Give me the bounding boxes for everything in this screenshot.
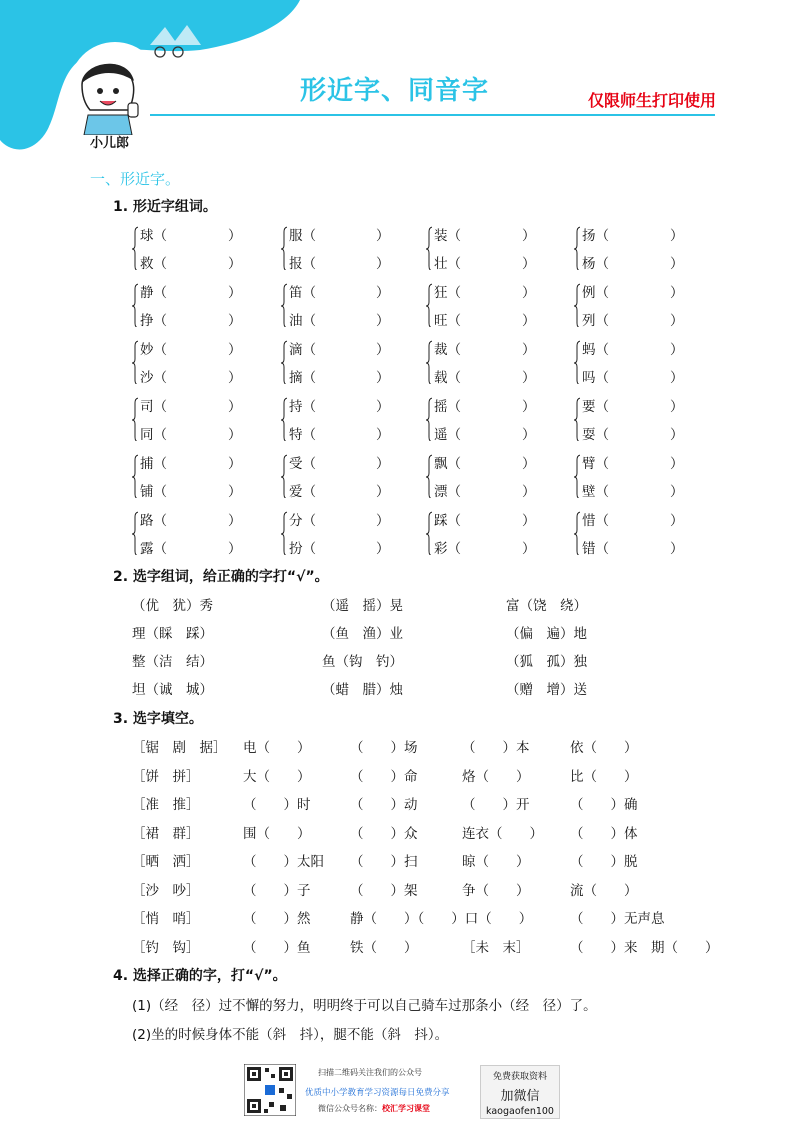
question-4-label: 4. 选择正确的字，打“√”。 [113, 968, 287, 984]
print-restriction: 仅限师生打印使用 [588, 91, 717, 110]
q1-char: 裁（ [434, 342, 461, 358]
q1-char: 漂（ [434, 484, 461, 500]
q3-item: （ ）动 [350, 797, 418, 813]
q1-blank-close: ） [228, 513, 242, 529]
q1-blank-close: ） [376, 342, 390, 358]
page-title: 形近字、同音字 [300, 76, 490, 106]
q1-blank-close: ） [522, 228, 536, 244]
q3-item: （ ）架 [350, 882, 418, 899]
q3-item: （ ）来 期（ ） [570, 939, 719, 956]
q3-choice: ［锯 剧 据］ [132, 740, 227, 756]
q3-item: （ ）然 [243, 911, 311, 927]
q3-item: 静（ ）（ ）口（ ） [350, 911, 533, 927]
q1-blank-close: ） [376, 399, 390, 415]
q1-char: 耍（ [582, 427, 609, 443]
q1-char: 摘（ [289, 370, 316, 386]
q1-char: 妙（ [140, 342, 167, 358]
badge-line1: 免费获取资料 [492, 1072, 547, 1082]
q1-blank-close: ） [228, 256, 242, 272]
q1-char: 挣（ [140, 313, 167, 329]
q3-item: 流（ ） [570, 882, 638, 899]
q1-char: 静（ [140, 285, 167, 301]
q4-line: (2)坐的时候身体不能（斜 抖），腿不能（斜 抖）。 [132, 1027, 449, 1043]
q1-blank-close: ） [376, 456, 390, 472]
q1-blank-close: ） [522, 399, 536, 415]
q1-blank-close: ） [228, 427, 242, 443]
footer-account-name: 校汇学习课堂 [382, 1104, 430, 1113]
q1-char: 壮（ [434, 256, 461, 272]
q1-blank-close: ） [522, 342, 536, 358]
q3-choice: ［裙 群］ [132, 825, 200, 842]
q3-item: （ ）本 [462, 740, 530, 756]
q2-item: 鱼（钩 钓） [322, 654, 403, 670]
q2-item: （狐 孤）独 [506, 654, 587, 670]
wechat-badge [480, 1065, 560, 1119]
q1-char: 沙（ [140, 370, 167, 386]
q3-item: （ ）场 [350, 740, 418, 756]
q3-choice: ［悄 哨］ [132, 911, 200, 927]
q1-blank-close: ） [522, 513, 536, 529]
question-1-label: 1. 形近字组词。 [113, 199, 217, 215]
q1-blank-close: ） [376, 313, 390, 329]
q1-blank-close: ） [228, 541, 242, 557]
q3-item: 铁（ ） [350, 939, 418, 956]
q3-item: （ ）鱼 [243, 939, 311, 956]
q1-blank-close: ） [376, 484, 390, 500]
q2-item: 理（睬 踩） [132, 626, 213, 642]
q1-blank-close: ） [670, 370, 684, 386]
q3-choice: ［准 推］ [132, 797, 200, 813]
q1-blank-close: ） [228, 456, 242, 472]
q1-char: 扮（ [289, 541, 316, 557]
q2-item: （偏 遍）地 [506, 626, 587, 642]
footer-account [318, 1103, 430, 1114]
q1-blank-close: ） [376, 285, 390, 301]
q1-blank-close: ） [522, 370, 536, 386]
footer-share-text: 优质中小学教育学习资源每日免费分享 [305, 1088, 450, 1098]
q1-char: 踩（ [434, 513, 461, 529]
footer-account-label: 微信公众号名称： [318, 1104, 382, 1113]
q1-char: 笛（ [289, 285, 316, 301]
footer-scan-text: 扫描二维码关注我们的公众号 [318, 1068, 422, 1077]
q3-choice: ［晒 洒］ [132, 854, 200, 870]
q2-item: （遥 摇）晃 [322, 598, 403, 614]
question-3-label: 3. 选字填空。 [113, 711, 203, 727]
q3-item: 围（ ） [243, 825, 311, 842]
badge-line2: 加微信 [500, 1089, 540, 1104]
q1-char: 杨（ [582, 256, 609, 272]
q1-char: 司（ [140, 399, 167, 415]
q1-char: 遥（ [434, 427, 461, 443]
q3-item: （ ）子 [243, 882, 311, 899]
q1-blank-close: ） [670, 541, 684, 557]
q3-item: （ ）开 [462, 797, 530, 813]
q3-item: 大（ ） [243, 768, 311, 785]
qr-code-icon [244, 1064, 296, 1116]
q3-item: （ ）众 [350, 825, 418, 842]
q3-item: （ ）太阳 [243, 854, 324, 870]
q3-item: 晾（ ） [462, 854, 530, 870]
q1-char: 蚂（ [582, 342, 609, 358]
q3-choice: ［饼 拼］ [132, 768, 200, 785]
q1-blank-close: ） [670, 484, 684, 500]
q3-choice: ［沙 吵］ [132, 882, 200, 899]
q4-line: (1)（经 径）过不懈的努力，明明终于可以自己骑车过那条小（经 径）了。 [132, 998, 597, 1014]
q1-blank-close: ） [376, 370, 390, 386]
q1-char: 错（ [582, 541, 609, 557]
q1-char: 滴（ [289, 342, 316, 358]
q1-char: 吗（ [582, 370, 609, 386]
q1-char: 例（ [582, 285, 609, 301]
q1-blank-close: ） [228, 370, 242, 386]
q3-item: 依（ ） [570, 740, 638, 756]
q3-item: （ ）扫 [350, 854, 418, 870]
q1-blank-close: ） [670, 313, 684, 329]
q1-blank-close: ） [522, 541, 536, 557]
q1-char: 分（ [289, 513, 316, 529]
q2-item: 坦（诚 城） [132, 682, 213, 698]
question-2-label: 2. 选字组词，给正确的字打“√”。 [113, 569, 329, 585]
q1-char: 载（ [434, 370, 461, 386]
q1-blank-close: ） [522, 456, 536, 472]
q1-char: 路（ [140, 513, 167, 529]
q1-char: 铺（ [140, 484, 167, 500]
q3-item: （ ）时 [243, 797, 311, 813]
q2-item: （赠 增）送 [506, 682, 587, 698]
q1-blank-close: ） [376, 256, 390, 272]
q1-char: 扬（ [582, 228, 609, 244]
q1-blank-close: ） [670, 427, 684, 443]
q1-blank-close: ） [670, 456, 684, 472]
q1-char: 持（ [289, 399, 316, 415]
q1-char: 特（ [289, 427, 316, 443]
q1-char: 列（ [582, 313, 609, 329]
brand-label: 小儿郎 [90, 136, 130, 151]
q3-item: （ ）无声息 [570, 911, 665, 927]
q3-item: 连衣（ ） [462, 825, 543, 842]
q1-blank-close: ） [670, 285, 684, 301]
q3-item: 比（ ） [570, 768, 638, 785]
q1-char: 球（ [140, 228, 167, 244]
q1-blank-close: ） [376, 427, 390, 443]
q1-blank-close: ） [376, 541, 390, 557]
q1-blank-close: ） [670, 399, 684, 415]
q1-char: 同（ [140, 427, 167, 443]
q1-blank-close: ） [522, 285, 536, 301]
q1-char: 爱（ [289, 484, 316, 500]
q1-blank-close: ） [522, 313, 536, 329]
q1-blank-close: ） [228, 399, 242, 415]
q1-blank-close: ） [670, 513, 684, 529]
q3-choice: ［钓 钩］ [132, 939, 200, 956]
q3-item: （ ）确 [570, 797, 638, 813]
q1-blank-close: ） [228, 313, 242, 329]
q1-char: 油（ [289, 313, 316, 329]
q1-blank-close: ） [522, 256, 536, 272]
q1-char: 摇（ [434, 399, 461, 415]
q1-char: 装（ [434, 228, 461, 244]
q1-char: 惜（ [582, 513, 609, 529]
q1-char: 旺（ [434, 313, 461, 329]
q1-blank-close: ） [376, 513, 390, 529]
q3-item: （ ）命 [350, 768, 418, 785]
q1-blank-close: ） [670, 342, 684, 358]
q1-blank-close: ） [228, 342, 242, 358]
q3-item: 烙（ ） [462, 768, 530, 785]
q1-char: 臂（ [582, 456, 609, 472]
q1-blank-close: ） [522, 484, 536, 500]
q2-item: （蜡 腊）烛 [322, 682, 403, 698]
badge-id: kaogaofen100 [486, 1106, 554, 1117]
q3-item: 争（ ） [462, 882, 530, 899]
q2-item: （鱼 渔）业 [322, 626, 403, 642]
q1-blank-close: ） [670, 256, 684, 272]
q3-item: （ ）体 [570, 825, 638, 842]
q3-item: 电（ ） [243, 740, 311, 756]
q1-char: 壁（ [582, 484, 609, 500]
q2-item: 富（饶 绕） [506, 598, 587, 614]
q1-blank-close: ） [376, 228, 390, 244]
q1-char: 飘（ [434, 456, 461, 472]
q1-char: 露（ [140, 541, 167, 557]
q1-blank-close: ） [670, 228, 684, 244]
q1-char: 服（ [289, 228, 316, 244]
q1-blank-close: ） [228, 285, 242, 301]
q1-char: 救（ [140, 256, 167, 272]
q1-char: 受（ [289, 456, 316, 472]
q3-item: （ ）脱 [570, 854, 638, 870]
q1-char: 要（ [582, 399, 609, 415]
q1-char: 彩（ [434, 541, 461, 557]
section-heading: 一、形近字。 [90, 170, 181, 188]
q3-item: ［未 末］ [462, 939, 530, 956]
q1-blank-close: ） [522, 427, 536, 443]
q1-blank-close: ） [228, 484, 242, 500]
q2-item: （优 犹）秀 [132, 598, 213, 614]
q1-blank-close: ） [228, 228, 242, 244]
q1-char: 狂（ [434, 285, 461, 301]
q2-item: 整（洁 结） [132, 654, 213, 670]
q1-char: 捕（ [140, 456, 167, 472]
q1-char: 报（ [289, 256, 316, 272]
